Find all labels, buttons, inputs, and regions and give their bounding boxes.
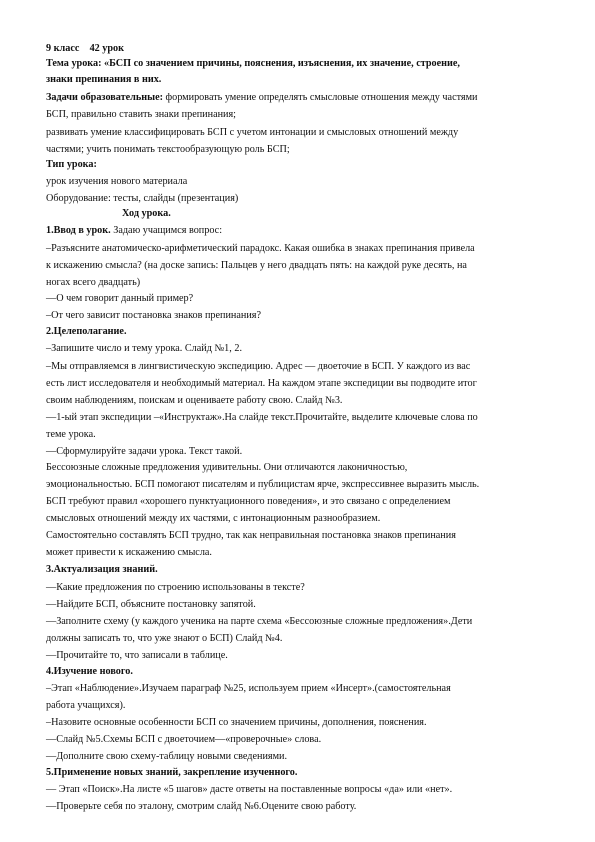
equipment-line: Оборудование: тесты, слайды (презентация) (46, 193, 239, 204)
s3-line-5: —Прочитайте то, что записали в таблице. (46, 650, 228, 661)
section-2-title: 2.Целеполагание. (46, 326, 127, 337)
section-5-title: 5.Применение новых знаний, закрепление изученного. (46, 767, 298, 778)
tasks-line-4: частями; учить понимать текстообразующую роль БСП; (46, 144, 290, 155)
s3-line-3: —Заполните схему (у каждого ученика на парте схема «Бессоюзные сложные предложения».Дети (46, 616, 473, 627)
s2-line-7: —Сформулируйте задачи урока. Текст такой. (46, 446, 243, 457)
s5-line-1: — Этап «Поиск».На листе «5 шагов» дасте ответы на поставленные вопросы «да» или «нет». (46, 784, 453, 795)
header-line (46, 44, 124, 54)
s4-line-5: —Дополните свою схему-таблицу новыми сведениями. (46, 751, 288, 762)
s1-line-5: –От чего зависит постановка знаков препинания? (46, 310, 262, 321)
s2-line-3: есть лист исследователя и необходимый материал. На каждом этапе экспедиции вы подводите итог (46, 378, 477, 389)
lesson-type-label: Тип урока: (46, 159, 97, 170)
s5-line-2: —Проверьте себя по эталону, смотрим слайд №6.Оцените свою работу. (46, 801, 357, 812)
lesson-number: 42 урок (89, 43, 125, 54)
topic-line-2: знаки препинания в них. (46, 74, 162, 85)
s1-line-1: –Разъясните анатомическо-арифметический парадокс. Какая ошибка в знаках препинания привела (46, 243, 475, 254)
section-1-header (46, 226, 222, 236)
grade-label: 9 класс (46, 43, 80, 54)
section-3-title: 3.Актуализация знаний. (46, 564, 158, 575)
lesson-type-value: урок изучения нового материала (46, 176, 188, 187)
s2-line-12: Самостоятельно составлять БСП трудно, так как неправильная постановка знаков препинания (46, 530, 456, 541)
s2-line-13: может привести к искажению смысла. (46, 547, 212, 558)
tasks-text-1: формировать умение определять смысловые отношения между частями (163, 92, 478, 103)
tasks-line-3: развивать умение классифицировать БСП с учетом интонации и смысловых отношений между (46, 127, 459, 138)
s1-line-2: к искажению смысла? (на доске запись: Пальцев у него двадцать пять: на каждой руке десять, на (46, 260, 467, 271)
s2-line-2: –Мы отправляемся в лингвистическую экспедицию. Адрес — двоеточие в БСП. У каждого из вас (46, 361, 471, 372)
tasks-line-1 (46, 93, 478, 103)
topic-text-1: «БСП со значением причины, пояснения, изъяснения, их значение, строение, (101, 58, 460, 69)
topic-line-1 (46, 59, 460, 69)
topic-label: Тема урока: (46, 58, 102, 69)
s2-line-10: БСП требуют правил «хорошего пунктуационного поведения», и это связано с определением (46, 496, 451, 507)
s4-line-2: работа учащихся). (46, 700, 126, 711)
s2-line-9: эмоциональностью. БСП помогают писателям и публицистам ярче, экспрессивнее выразить мысль. (46, 479, 480, 490)
s2-line-6: теме урока. (46, 429, 96, 440)
s3-line-4: должны записать то, что уже знают о БСП) Слайд №4. (46, 633, 283, 644)
s4-line-3: –Назовите основные особенности БСП со значением причины, дополнения, пояснения. (46, 717, 427, 728)
s4-line-1: –Этап «Наблюдение».Изучаем параграф №25, используем прием «Инсерт».(самостоятельная (46, 683, 451, 694)
tasks-label: Задачи образовательные: (46, 92, 163, 103)
s3-line-1: —Какие предложения по строению использованы в тексте? (46, 582, 305, 593)
section-1-title: 1.Ввод в урок. (46, 225, 111, 236)
section-4-title: 4.Изучение нового. (46, 666, 133, 677)
s1-line-3: ногах всего двадцать) (46, 277, 141, 288)
s2-line-4: своим наблюдениям, поискам и оцениваете работу свою. Слайд №3. (46, 395, 343, 406)
s2-line-11: смысловых отношений между их частями, с интонационным разнообразием. (46, 513, 381, 524)
s2-line-8: Бессоюзные сложные предложения удивительны. Они отличаются лаконичностью, (46, 462, 408, 473)
s4-line-4: —Слайд №5.Схемы БСП с двоеточием—«проверочные» слова. (46, 734, 322, 745)
s2-line-5: —1-ый этап экспедиции –«Инструктаж».На слайде текст.Прочитайте, выделите ключевые слова по (46, 412, 478, 423)
s2-line-1: –Запишите число и тему урока. Слайд №1, 2. (46, 343, 243, 354)
course-title: Ход урока. (122, 208, 171, 219)
tasks-line-2: БСП, правильно ставить знаки препинания; (46, 109, 237, 120)
section-1-intro: Задаю учащимся вопрос: (110, 225, 223, 236)
s1-line-4: —О чем говорит данный пример? (46, 293, 194, 304)
s3-line-2: —Найдите БСП, объясните постановку запятой. (46, 599, 256, 610)
